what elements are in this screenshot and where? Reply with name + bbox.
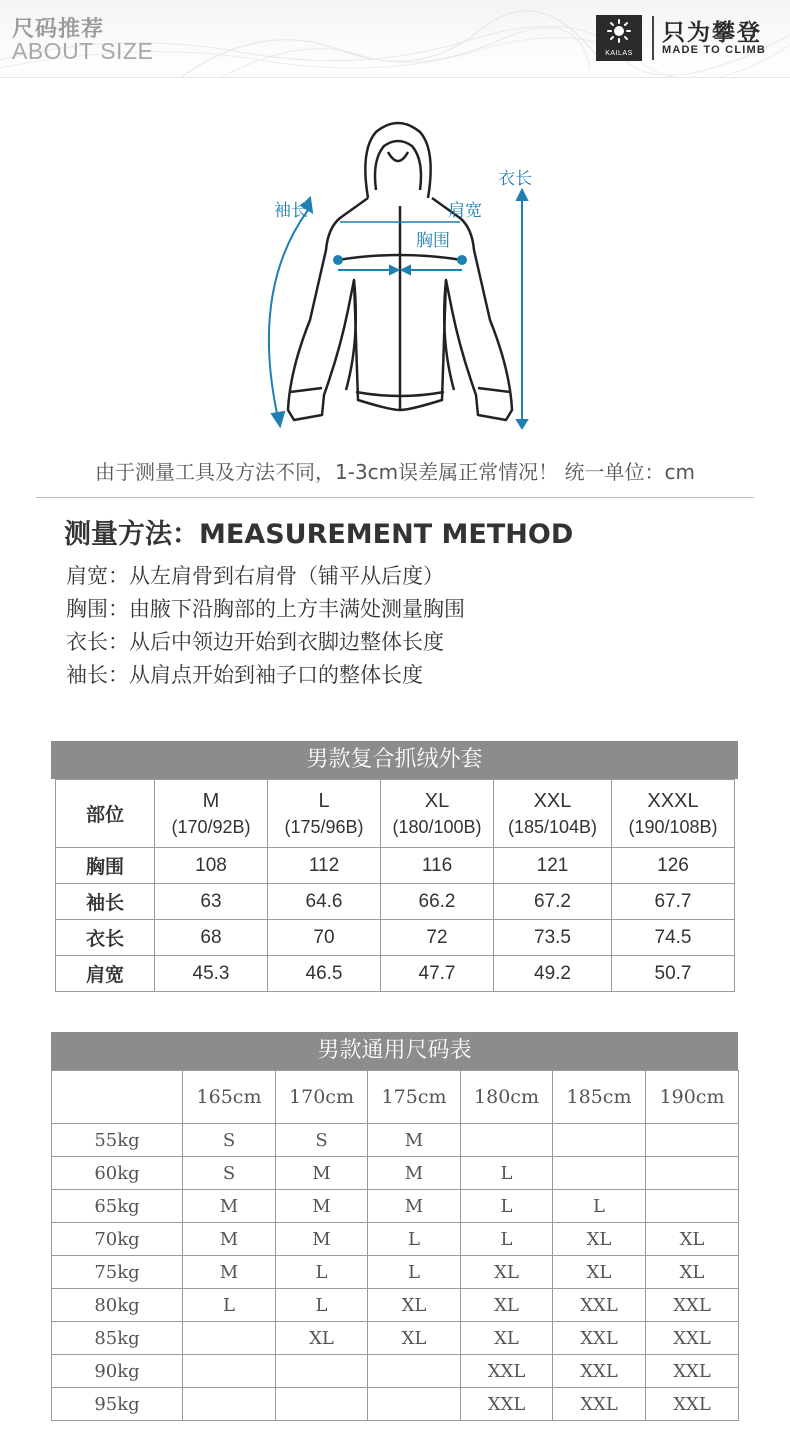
measurement-note: 由于测量工具及方法不同，1-3cm误差属正常情况！ 统一单位：cm [95, 460, 695, 484]
label-shoulder: 肩宽 [448, 201, 482, 221]
table-cell: 66.2 [381, 884, 494, 920]
weight-row-label: 95kg [52, 1388, 183, 1421]
table-cell: 72 [381, 920, 494, 956]
table-cell: 126 [612, 848, 735, 884]
table-cell: M [183, 1256, 276, 1289]
table-header-row [56, 780, 735, 848]
table-row [52, 1157, 739, 1190]
table-cell: XL [368, 1322, 461, 1355]
table-cell: XXL [553, 1289, 646, 1322]
method-item-length: 衣长：从后中领边开始到衣脚边整体长度 [66, 630, 444, 654]
table-cell: XXL [553, 1322, 646, 1355]
table-row [52, 1289, 739, 1322]
table-cell: XL [276, 1322, 368, 1355]
table-cell: 49.2 [494, 956, 612, 992]
table-cell: 121 [494, 848, 612, 884]
method-list [66, 560, 465, 692]
table-cell: L [368, 1223, 461, 1256]
slogan-en: MADE TO CLIMB [662, 44, 767, 56]
row-label: 衣长 [56, 920, 155, 956]
table-cell [368, 1355, 461, 1388]
table-cell [183, 1355, 276, 1388]
row-label: 胸围 [56, 848, 155, 884]
table-cell: L [461, 1223, 553, 1256]
brand-divider [652, 16, 654, 60]
table-row [56, 956, 735, 992]
size-col-header: XL (180/100B) [381, 780, 494, 848]
brand-name: KAILAS [605, 50, 633, 57]
table-cell: M [276, 1190, 368, 1223]
table-cell: XXL [646, 1355, 739, 1388]
table-cell: S [276, 1124, 368, 1157]
table-row [52, 1190, 739, 1223]
table-cell: 112 [268, 848, 381, 884]
row-label: 肩宽 [56, 956, 155, 992]
corner-cell: 部位 [56, 780, 155, 848]
height-col-header: 175cm [368, 1071, 461, 1124]
table-cell: 108 [155, 848, 268, 884]
table-row [52, 1223, 739, 1256]
weight-row-label: 90kg [52, 1355, 183, 1388]
table-cell [183, 1388, 276, 1421]
table-cell: XXL [646, 1322, 739, 1355]
weight-row-label: 60kg [52, 1157, 183, 1190]
weight-row-label: 55kg [52, 1124, 183, 1157]
table-cell [553, 1157, 646, 1190]
slogan-cn: 只为攀登 [662, 20, 762, 46]
table-cell: XL [461, 1322, 553, 1355]
weight-row-label: 75kg [52, 1256, 183, 1289]
table-cell: L [183, 1289, 276, 1322]
table-cell: XL [553, 1256, 646, 1289]
table-cell: L [276, 1289, 368, 1322]
label-sleeve: 袖长 [274, 201, 308, 221]
table-row [52, 1355, 739, 1388]
method-title: 测量方法：MEASUREMENT METHOD [64, 519, 574, 550]
divider [36, 497, 754, 498]
page-header [0, 0, 790, 78]
table-cell [461, 1124, 553, 1157]
table-cell [276, 1355, 368, 1388]
table-cell: M [368, 1157, 461, 1190]
table-cell: 68 [155, 920, 268, 956]
table2-title: 男款通用尺码表 [51, 1032, 738, 1070]
jacket-measurement-diagram [250, 110, 550, 440]
method-item-shoulder: 肩宽：从左肩骨到右肩骨（铺平从后度） [66, 564, 444, 588]
table-cell [646, 1124, 739, 1157]
table-cell: 74.5 [612, 920, 735, 956]
table-cell: L [461, 1157, 553, 1190]
table-row [52, 1322, 739, 1355]
table-cell: M [368, 1190, 461, 1223]
table-row [56, 848, 735, 884]
weight-row-label: 70kg [52, 1223, 183, 1256]
table-cell: M [368, 1124, 461, 1157]
header-title-en: ABOUT SIZE [12, 38, 154, 64]
table-cell: XXL [646, 1289, 739, 1322]
label-length: 衣长 [498, 169, 532, 189]
method-item-chest: 胸围：由腋下沿胸部的上方丰满处测量胸围 [66, 597, 465, 621]
table-cell: XL [646, 1223, 739, 1256]
method-item-sleeve: 袖长：从肩点开始到袖子口的整体长度 [66, 663, 423, 687]
table-row [56, 884, 735, 920]
height-col-header: 170cm [276, 1071, 368, 1124]
table-cell: M [276, 1223, 368, 1256]
height-col-header: 165cm [183, 1071, 276, 1124]
weight-row-label: 85kg [52, 1322, 183, 1355]
size-col-header: XXL (185/104B) [494, 780, 612, 848]
table-cell: XL [368, 1289, 461, 1322]
table-cell: L [461, 1190, 553, 1223]
table-cell: XL [461, 1289, 553, 1322]
table-cell: 64.6 [268, 884, 381, 920]
table-cell: 116 [381, 848, 494, 884]
label-chest: 胸围 [416, 231, 450, 251]
table-cell: L [553, 1190, 646, 1223]
general-size-table [51, 1070, 739, 1421]
table-cell: M [183, 1190, 276, 1223]
table1-title: 男款复合抓绒外套 [51, 741, 738, 779]
table-cell: XL [461, 1256, 553, 1289]
table-cell [553, 1124, 646, 1157]
table-cell: XXL [646, 1388, 739, 1421]
table-cell: 63 [155, 884, 268, 920]
table-cell: 46.5 [268, 956, 381, 992]
table-cell: 67.2 [494, 884, 612, 920]
table-cell [646, 1157, 739, 1190]
table-cell [368, 1388, 461, 1421]
table-cell: XL [553, 1223, 646, 1256]
table-cell: M [183, 1223, 276, 1256]
size-col-header: M (170/92B) [155, 780, 268, 848]
table-row [52, 1388, 739, 1421]
table-cell: M [276, 1157, 368, 1190]
weight-row-label: 80kg [52, 1289, 183, 1322]
size-col-header: XXXL (190/108B) [612, 780, 735, 848]
jacket-outline [250, 110, 550, 440]
table-cell: 73.5 [494, 920, 612, 956]
table-cell: L [368, 1256, 461, 1289]
table-cell: L [276, 1256, 368, 1289]
table-row [52, 1256, 739, 1289]
table-cell: XXL [553, 1388, 646, 1421]
table-cell: XXL [553, 1355, 646, 1388]
sun-logo-icon [596, 17, 642, 47]
table-cell: XL [646, 1256, 739, 1289]
table-row [52, 1124, 739, 1157]
height-col-header: 185cm [553, 1071, 646, 1124]
table-cell: S [183, 1124, 276, 1157]
table-cell [646, 1190, 739, 1223]
table-cell: 45.3 [155, 956, 268, 992]
table-cell: 70 [268, 920, 381, 956]
table-header-row [52, 1071, 739, 1124]
table-cell: 50.7 [612, 956, 735, 992]
table-cell: 47.7 [381, 956, 494, 992]
height-col-header: 190cm [646, 1071, 739, 1124]
general-size-table-body [52, 1124, 739, 1421]
brand-logo [596, 15, 642, 61]
table-cell: S [183, 1157, 276, 1190]
size-col-header: L (175/96B) [268, 780, 381, 848]
table-cell [276, 1388, 368, 1421]
height-col-header: 180cm [461, 1071, 553, 1124]
weight-row-label: 65kg [52, 1190, 183, 1223]
row-label: 袖长 [56, 884, 155, 920]
table-cell: XXL [461, 1388, 553, 1421]
table-cell: 67.7 [612, 884, 735, 920]
corner-cell [52, 1071, 183, 1124]
size-spec-table [55, 779, 735, 992]
table-cell: XXL [461, 1355, 553, 1388]
header-title-cn: 尺码推荐 [12, 17, 105, 42]
table-row [56, 920, 735, 956]
table-cell [183, 1322, 276, 1355]
